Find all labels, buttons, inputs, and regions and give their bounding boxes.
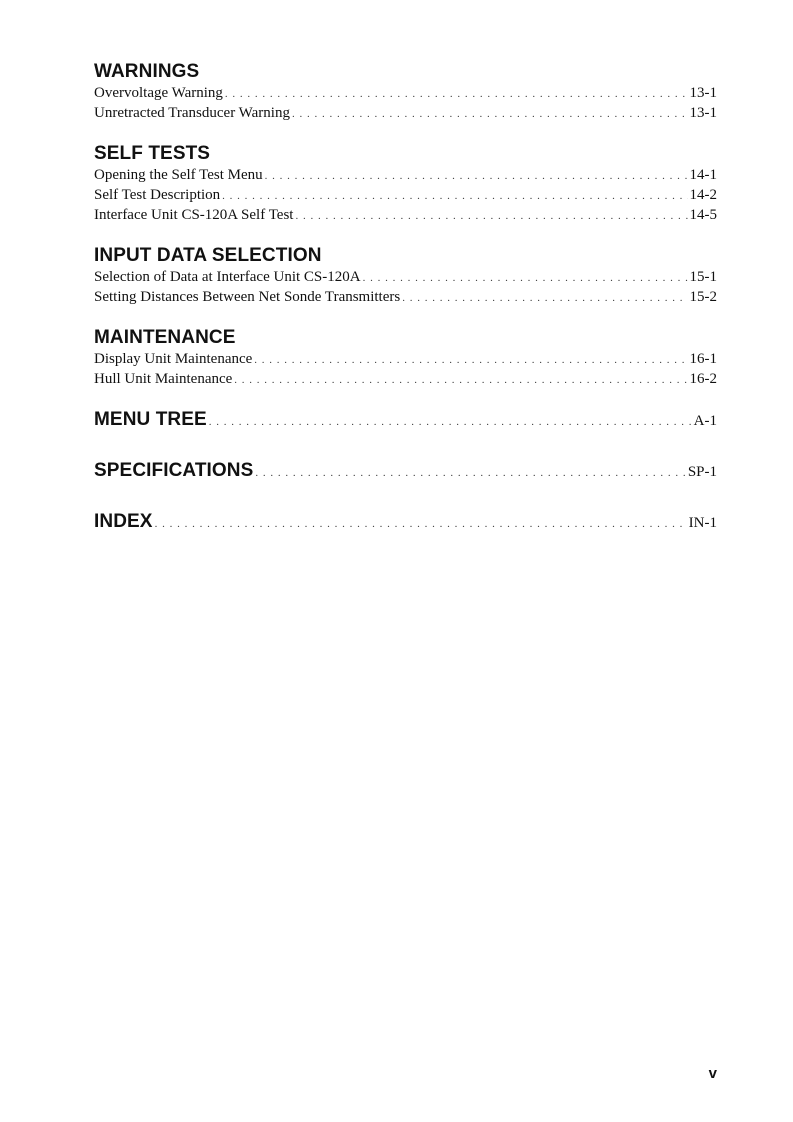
dot-leader — [363, 269, 688, 288]
toc-entry[interactable] — [94, 84, 717, 104]
entry-title: Unretracted Transducer Warning — [94, 105, 290, 121]
toc-entry[interactable] — [94, 268, 717, 288]
entry-page: 14-1 — [689, 167, 717, 183]
dot-leader — [255, 467, 685, 479]
dot-leader — [402, 289, 687, 308]
entry-page: 16-1 — [689, 351, 717, 367]
section-heading: SPECIFICATIONS — [94, 460, 254, 481]
entry-page: 15-2 — [689, 289, 717, 305]
toc-entry[interactable] — [94, 104, 717, 124]
section-heading: WARNINGS — [94, 61, 200, 82]
dot-leader — [222, 187, 687, 206]
dot-leader — [265, 167, 688, 186]
entry-page: 14-5 — [689, 207, 717, 223]
section-index[interactable] — [94, 510, 717, 534]
entry-page: A-1 — [693, 413, 717, 429]
entry-title: Selection of Data at Interface Unit CS-120A — [94, 269, 361, 285]
toc-entry[interactable] — [94, 206, 717, 226]
toc-entry[interactable] — [94, 370, 717, 390]
entry-page: 14-2 — [689, 187, 717, 203]
section-heading: MENU TREE — [94, 409, 207, 430]
entry-title: Self Test Description — [94, 187, 221, 203]
page-number: v — [708, 1065, 717, 1082]
section-maintenance — [94, 326, 717, 390]
entry-title: Interface Unit CS-120A Self Test — [94, 207, 294, 223]
entry-title: Setting Distances Between Net Sonde Transmitters — [94, 289, 401, 305]
toc-entry[interactable] — [94, 350, 717, 370]
section-heading: SELF TESTS — [94, 143, 211, 164]
entry-title: Overvoltage Warning — [94, 85, 223, 101]
entry-title: Opening the Self Test Menu — [94, 167, 263, 183]
section-input-data-selection — [94, 244, 717, 308]
section-heading: INPUT DATA SELECTION — [94, 245, 322, 266]
entry-page: 16-2 — [689, 371, 717, 387]
toc-entry[interactable] — [94, 288, 717, 308]
dot-leader — [225, 85, 688, 104]
entry-title: Display Unit Maintenance — [94, 351, 253, 367]
section-warnings — [94, 60, 717, 124]
section-heading: MAINTENANCE — [94, 327, 236, 348]
dot-leader — [292, 105, 688, 124]
dot-leader — [155, 518, 687, 530]
dot-leader — [295, 207, 687, 226]
entry-title: Hull Unit Maintenance — [94, 371, 233, 387]
section-specifications[interactable] — [94, 459, 717, 483]
toc-entry[interactable] — [94, 186, 717, 206]
section-menu-tree[interactable] — [94, 408, 717, 432]
entry-page: SP-1 — [687, 464, 717, 480]
dot-leader — [254, 351, 687, 370]
table-of-contents — [94, 60, 717, 534]
dot-leader — [209, 416, 692, 428]
entry-page: 15-1 — [689, 269, 717, 285]
dot-leader — [234, 371, 687, 390]
entry-page: 13-1 — [689, 105, 717, 121]
section-self-tests — [94, 142, 717, 226]
entry-page: 13-1 — [689, 85, 717, 101]
toc-entry[interactable] — [94, 166, 717, 186]
entry-page: IN-1 — [688, 515, 717, 531]
section-heading: INDEX — [94, 511, 153, 532]
